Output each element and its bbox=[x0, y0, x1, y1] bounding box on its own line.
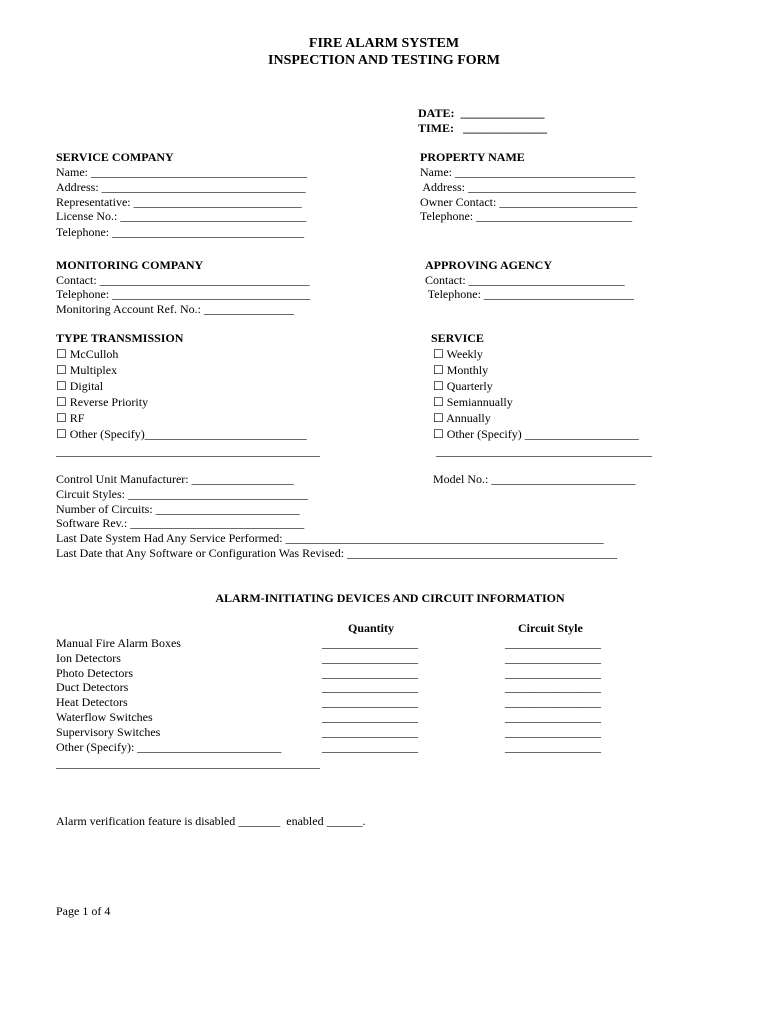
property-name-owner-contact: Owner Contact: _______________________ bbox=[420, 195, 638, 209]
property-name-telephone: Telephone: __________________________ bbox=[420, 209, 633, 223]
quantity-blank: ________________ bbox=[322, 740, 418, 754]
number-of-circuits: Number of Circuits: ________________________ bbox=[56, 502, 300, 516]
property-name-heading: PROPERTY NAME bbox=[420, 150, 525, 164]
service-other-line: ____________________________________ bbox=[433, 444, 652, 458]
monitoring-company-heading: MONITORING COMPANY bbox=[56, 258, 204, 272]
service-company-name: Name: ____________________________________ bbox=[56, 165, 307, 179]
approving-agency-heading: APPROVING AGENCY bbox=[425, 258, 553, 272]
circuit-style-blank: ________________ bbox=[505, 695, 601, 709]
other-specify-extra-line: ____________________________________________ bbox=[56, 756, 320, 770]
quantity-blank: ________________ bbox=[322, 636, 418, 650]
circuit-style-column-header: Circuit Style bbox=[518, 621, 583, 635]
quantity-column-header: Quantity bbox=[348, 621, 395, 635]
service-company-address: Address: __________________________________ bbox=[56, 180, 306, 194]
devices-heading: ALARM-INITIATING DEVICES AND CIRCUIT INFORMATION bbox=[215, 591, 565, 605]
property-name-name: Name: ______________________________ bbox=[420, 165, 635, 179]
service-option-annually[interactable]: ☐ Annually bbox=[433, 411, 491, 425]
monitoring-company-contact: Contact: ___________________________________ bbox=[56, 273, 310, 287]
service-option-monthly[interactable]: ☐ Monthly bbox=[433, 363, 489, 377]
service-option-other[interactable]: ☐ Other (Specify) ___________________ bbox=[433, 427, 639, 441]
service-option-semiannually[interactable]: ☐ Semiannually bbox=[433, 395, 513, 409]
quantity-blank: ________________ bbox=[322, 695, 418, 709]
transmission-option-multiplex[interactable]: ☐ Multiplex bbox=[56, 363, 118, 377]
device-row-label: Heat Detectors bbox=[56, 695, 128, 709]
circuit-style-blank: ________________ bbox=[505, 666, 601, 680]
time-field: TIME: ______________ bbox=[418, 121, 547, 135]
circuit-style-blank: ________________ bbox=[505, 725, 601, 739]
page-number: Page 1 of 4 bbox=[56, 904, 111, 918]
date-field: DATE: ______________ bbox=[418, 106, 545, 120]
property-name-address: Address: ____________________________ bbox=[420, 180, 636, 194]
monitoring-company-telephone: Telephone: _________________________________ bbox=[56, 287, 311, 301]
transmission-option-digital[interactable]: ☐ Digital bbox=[56, 379, 104, 393]
alarm-verification-line: Alarm verification feature is disabled _______ enabled ______. bbox=[56, 814, 366, 828]
circuit-style-blank: ________________ bbox=[505, 680, 601, 694]
quantity-blank: ________________ bbox=[322, 680, 418, 694]
service-company-representative: Representative: ____________________________ bbox=[56, 195, 302, 209]
service-company-license: License No.: _______________________________ bbox=[56, 209, 307, 223]
approving-agency-contact: Contact: __________________________ bbox=[425, 273, 625, 287]
model-number: Model No.: ________________________ bbox=[433, 472, 636, 486]
monitoring-account-ref: Monitoring Account Ref. No.: _______________ bbox=[56, 302, 294, 316]
service-company-telephone: Telephone: ________________________________ bbox=[56, 225, 305, 239]
software-rev: Software Rev.: _____________________________ bbox=[56, 516, 305, 530]
device-row-label: Supervisory Switches bbox=[56, 725, 161, 739]
device-row-label: Waterflow Switches bbox=[56, 710, 153, 724]
device-row-label: Other (Specify): ________________________ bbox=[56, 740, 282, 754]
control-unit-manufacturer: Control Unit Manufacturer: _________________ bbox=[56, 472, 294, 486]
transmission-option-rf[interactable]: ☐ RF bbox=[56, 411, 85, 425]
device-row-label: Manual Fire Alarm Boxes bbox=[56, 636, 181, 650]
quantity-blank: ________________ bbox=[322, 710, 418, 724]
quantity-blank: ________________ bbox=[322, 651, 418, 665]
circuit-style-blank: ________________ bbox=[505, 710, 601, 724]
circuit-style-blank: ________________ bbox=[505, 740, 601, 754]
quantity-blank: ________________ bbox=[322, 725, 418, 739]
device-row-label: Ion Detectors bbox=[56, 651, 121, 665]
service-option-quarterly[interactable]: ☐ Quarterly bbox=[433, 379, 493, 393]
transmission-other-line: ____________________________________________ bbox=[56, 444, 320, 458]
transmission-option-reverse-priority[interactable]: ☐ Reverse Priority bbox=[56, 395, 149, 409]
device-row-label: Photo Detectors bbox=[56, 666, 133, 680]
form-title: FIRE ALARM SYSTEM bbox=[308, 36, 460, 51]
last-service-date: Last Date System Had Any Service Performed: _____________________________________________________ bbox=[56, 531, 604, 545]
device-row-label: Duct Detectors bbox=[56, 680, 129, 694]
circuit-styles: Circuit Styles: ______________________________ bbox=[56, 487, 308, 501]
form-subtitle: INSPECTION AND TESTING FORM bbox=[268, 53, 500, 68]
approving-agency-telephone: Telephone: _________________________ bbox=[425, 287, 634, 301]
quantity-blank: ________________ bbox=[322, 666, 418, 680]
transmission-option-mcculloh[interactable]: ☐ McCulloh bbox=[56, 347, 119, 361]
service-heading: SERVICE bbox=[431, 331, 484, 345]
service-company-heading: SERVICE COMPANY bbox=[56, 150, 174, 164]
last-revision-date: Last Date that Any Software or Configuration Was Revised: _____________________________________________ bbox=[56, 546, 618, 560]
circuit-style-blank: ________________ bbox=[505, 636, 601, 650]
type-transmission-heading: TYPE TRANSMISSION bbox=[56, 331, 184, 345]
circuit-style-blank: ________________ bbox=[505, 651, 601, 665]
transmission-option-other[interactable]: ☐ Other (Specify)___________________________ bbox=[56, 427, 307, 441]
service-option-weekly[interactable]: ☐ Weekly bbox=[433, 347, 483, 361]
